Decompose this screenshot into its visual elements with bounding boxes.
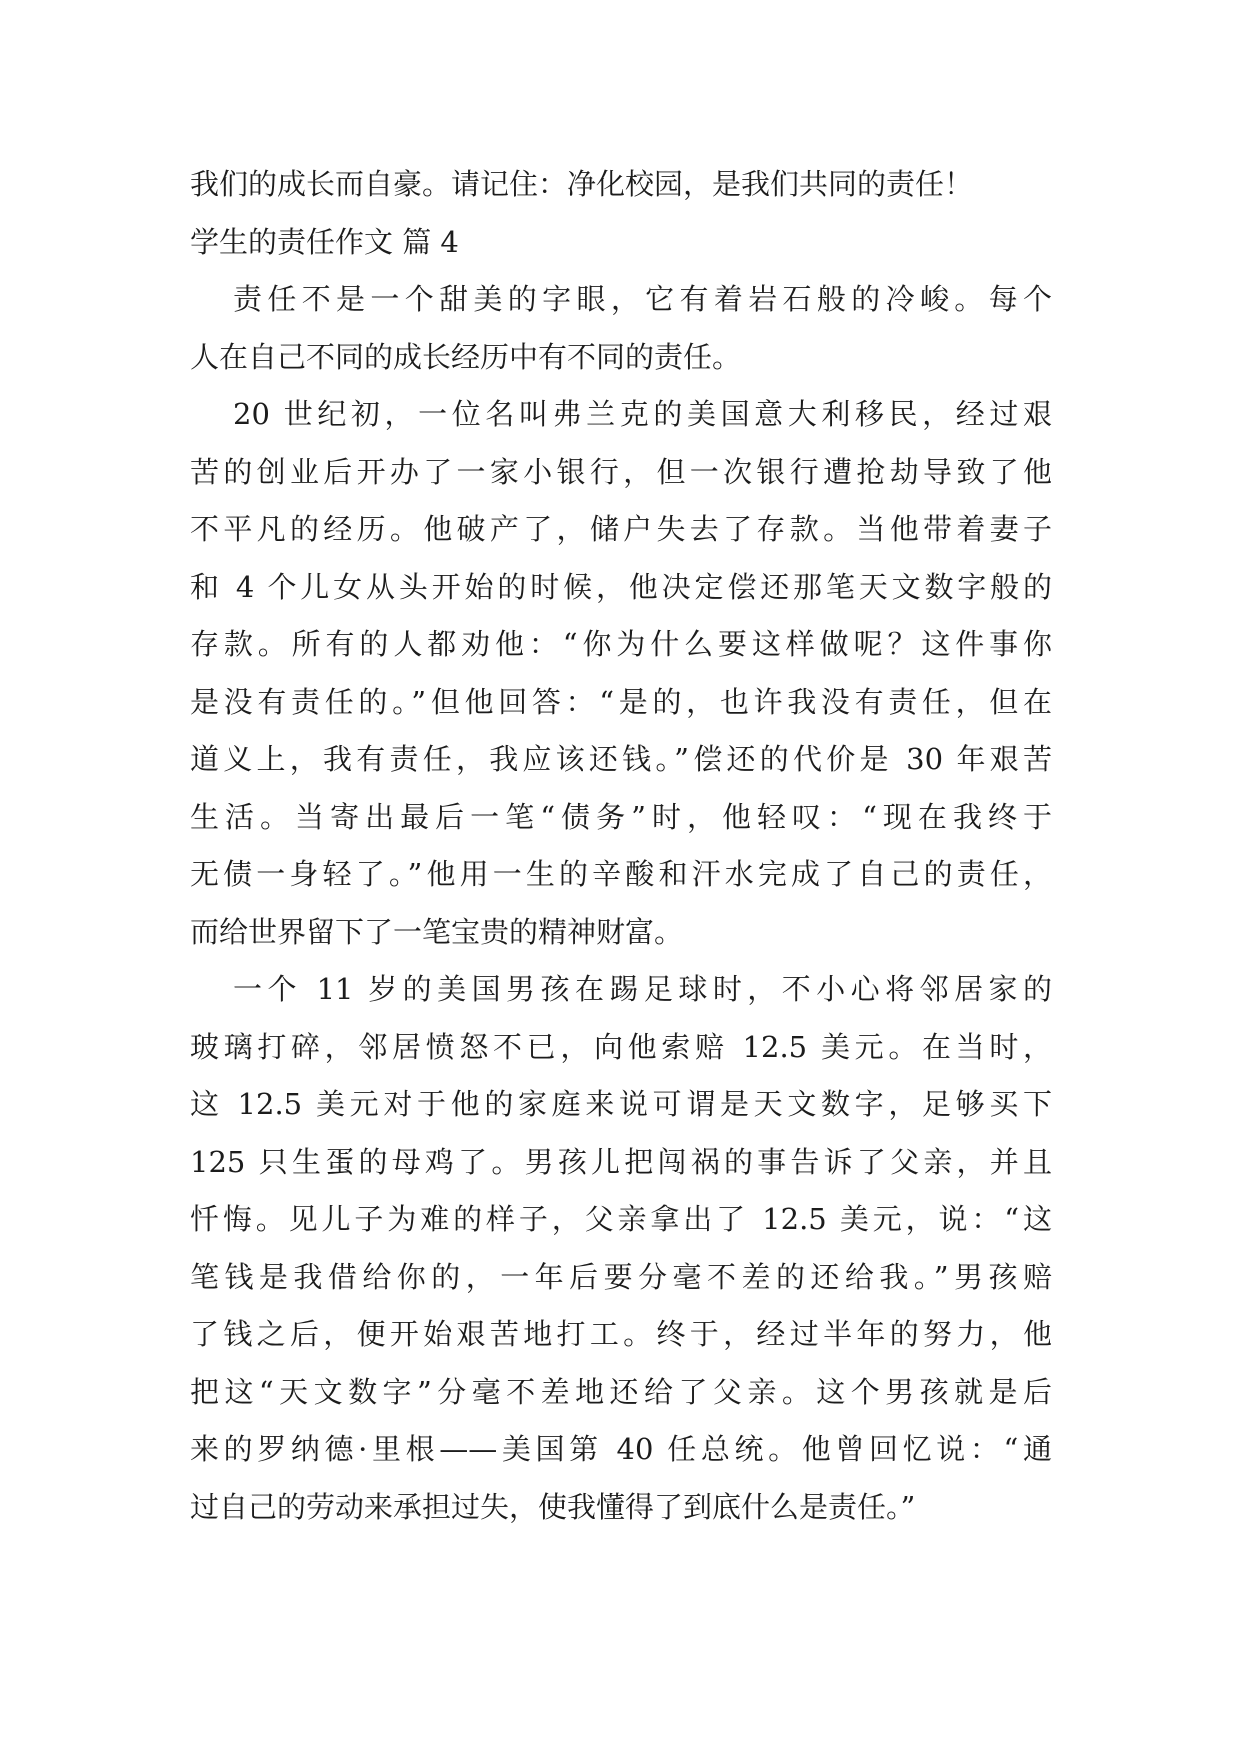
text-line: 道义上，我有责任，我应该还钱。”偿还的代价是 30 年艰苦	[190, 742, 1052, 776]
text-line: 忏悔。见儿子为难的样子，父亲拿出了 12.5 美元，说：“这	[190, 1202, 1052, 1236]
text-line: 125 只生蛋的母鸡了。男孩儿把闯祸的事告诉了父亲，并且	[190, 1144, 1052, 1179]
text-line: 而给世界留下了一笔宝贵的精神财富。	[190, 914, 684, 949]
text-line: 生活。当寄出最后一笔“债务”时，他轻叹：“现在我终于	[190, 799, 1052, 834]
text-line: 责任不是一个甜美的字眼，它有着岩石般的冷峻。每个	[233, 282, 1052, 316]
text-line: 是没有责任的。”但他回答：“是的，也许我没有责任，但在	[190, 684, 1052, 719]
text-line: 把这“天文数字”分毫不差地还给了父亲。这个男孩就是后	[190, 1374, 1052, 1409]
text-line: 了钱之后，便开始艰苦地打工。终于，经过半年的努力，他	[190, 1317, 1052, 1351]
text-line: 存款。所有的人都劝他：“你为什么要这样做呢？这件事你	[190, 627, 1052, 661]
text-line: 和 4 个儿女从头开始的时候，他决定偿还那笔天文数字般的	[190, 569, 1052, 604]
text-line: 玻璃打碎，邻居愤怒不已，向他索赔 12.5 美元。在当时，	[190, 1029, 1052, 1064]
paragraph-3	[190, 961, 1052, 1536]
section-heading: 学生的责任作文 篇 4	[190, 224, 459, 259]
paragraph-1	[190, 271, 1052, 386]
text-line: 20 世纪初，一位名叫弗兰克的美国意大利移民，经过艰	[233, 397, 1052, 431]
text-line: 这 12.5 美元对于他的家庭来说可谓是天文数字，足够买下	[190, 1087, 1052, 1121]
text-line: 笔钱是我借给你的，一年后要分毫不差的还给我。”男孩赔	[190, 1259, 1052, 1294]
paragraph-2	[190, 386, 1052, 961]
text-line: 一个 11 岁的美国男孩在踢足球时，不小心将邻居家的	[233, 972, 1052, 1006]
text-line: 过自己的劳动来承担过失，使我懂得了到底什么是责任。”	[190, 1489, 916, 1524]
document-body	[190, 156, 1052, 1536]
text-line: 人在自己不同的成长经历中有不同的责任。	[190, 339, 742, 374]
continued-paragraph	[190, 156, 1052, 214]
text-line: 我们的成长而自豪。请记住：净化校园，是我们共同的责任！	[190, 167, 974, 201]
text-line: 不平凡的经历。他破产了，储户失去了存款。当他带着妻子	[190, 512, 1052, 546]
text-line: 苦的创业后开办了一家小银行，但一次银行遭抢劫导致了他	[190, 454, 1052, 489]
text-line: 无债一身轻了。”他用一生的辛酸和汗水完成了自己的责任，	[190, 857, 1052, 891]
text-line: 来的罗纳德·里根——美国第 40 任总统。他曾回忆说：“通	[190, 1432, 1052, 1466]
